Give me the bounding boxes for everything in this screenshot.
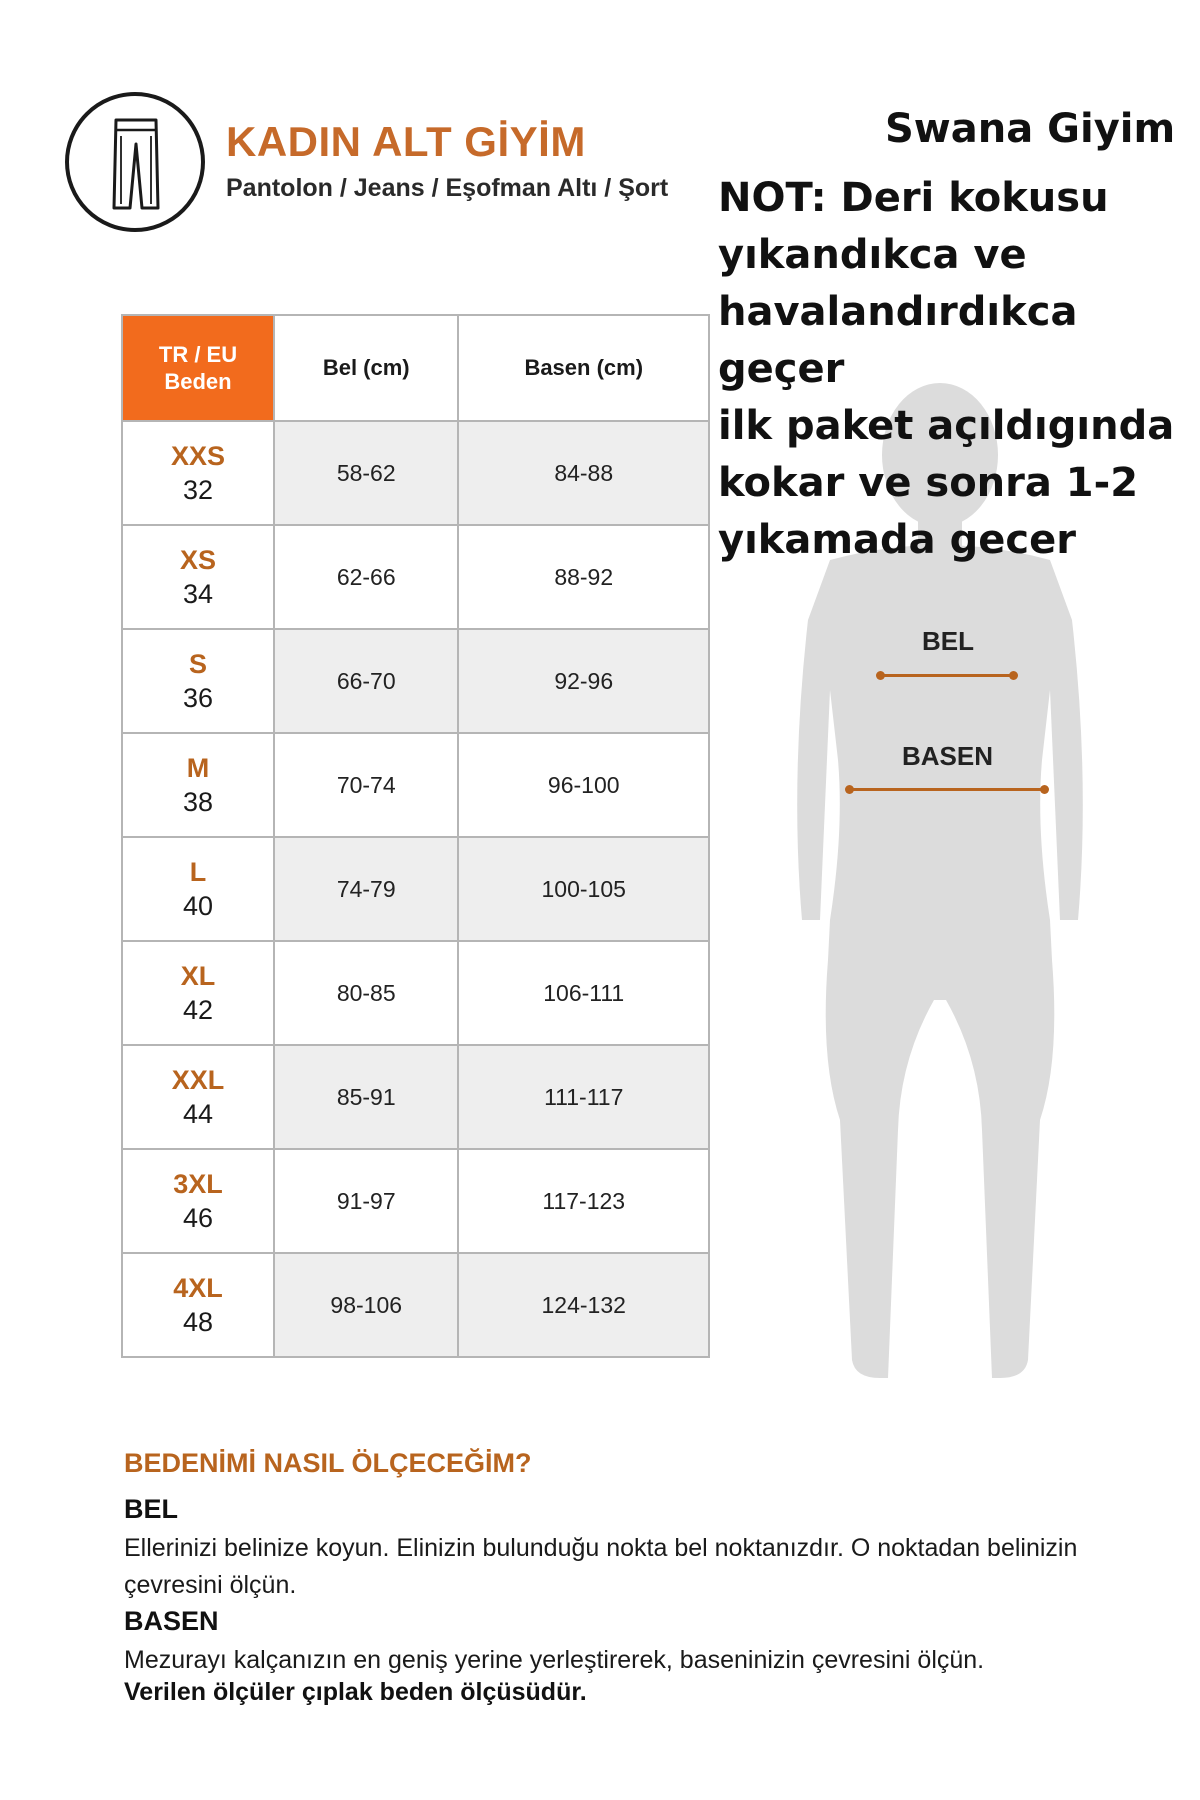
size-number: 46	[182, 1203, 214, 1233]
table-row	[122, 1045, 709, 1149]
size-chart-table	[121, 314, 710, 1358]
waist-cell: 80-85	[274, 941, 458, 1045]
size-number: 32	[182, 475, 214, 505]
table-row	[122, 733, 709, 837]
logo-badge	[65, 92, 205, 232]
size-letter: M	[186, 753, 210, 783]
waist-column-header: Bel (cm)	[274, 315, 458, 421]
table-row	[122, 1149, 709, 1253]
note-line: ilk paket açıldıgında	[718, 403, 1175, 449]
note-line: yıkandıkca ve	[718, 232, 1027, 278]
waist-measure-line	[880, 674, 1014, 677]
waist-cell: 62-66	[274, 525, 458, 629]
hip-cell: 124-132	[458, 1253, 709, 1357]
table-row	[122, 1253, 709, 1357]
size-number: 44	[182, 1099, 214, 1129]
size-cell	[122, 733, 274, 837]
size-letter: 3XL	[173, 1169, 223, 1199]
table-header-row	[122, 315, 709, 421]
waist-cell: 91-97	[274, 1149, 458, 1253]
waist-cell: 58-62	[274, 421, 458, 525]
hip-cell: 100-105	[458, 837, 709, 941]
size-cell	[122, 1045, 274, 1149]
measurement-disclaimer: Verilen ölçüler çıplak beden ölçüsüdür.	[124, 1678, 587, 1706]
hip-instructions: Mezurayı kalçanızın en geniş yerine yerleştirerek, baseninizin çevresini ölçün.	[124, 1646, 985, 1674]
size-letter: XS	[179, 545, 217, 575]
size-letter: XXL	[171, 1065, 225, 1095]
size-letter: XL	[180, 961, 216, 991]
hip-cell: 117-123	[458, 1149, 709, 1253]
odor-note	[718, 170, 1188, 569]
note-line: NOT: Deri kokusu	[718, 175, 1109, 221]
waist-cell: 74-79	[274, 837, 458, 941]
hip-cell: 88-92	[458, 525, 709, 629]
size-cell	[122, 629, 274, 733]
size-number: 40	[182, 891, 214, 921]
note-line: havalandırdıkca geçer	[718, 289, 1078, 392]
waist-instructions	[124, 1530, 1124, 1604]
table-row	[122, 837, 709, 941]
hip-cell: 106-111	[458, 941, 709, 1045]
table-row	[122, 525, 709, 629]
hip-measure-line	[849, 788, 1045, 791]
size-letter: S	[188, 649, 207, 679]
waist-section-heading: BEL	[124, 1494, 178, 1524]
size-column-header: TR / EU Beden	[122, 315, 274, 421]
page-title: KADIN ALT GİYİM	[226, 118, 586, 165]
hip-section-heading: BASEN	[124, 1606, 219, 1636]
hip-cell: 84-88	[458, 421, 709, 525]
size-cell	[122, 421, 274, 525]
howto-heading: BEDENİMİ NASIL ÖLÇECEĞİM?	[124, 1448, 532, 1478]
size-number: 34	[182, 579, 214, 609]
size-letter: XXS	[170, 441, 226, 471]
hip-cell: 111-117	[458, 1045, 709, 1149]
size-letter: 4XL	[173, 1273, 223, 1303]
waist-cell: 66-70	[274, 629, 458, 733]
note-line: kokar ve sonra 1-2	[718, 460, 1139, 506]
size-cell	[122, 941, 274, 1045]
hip-cell: 96-100	[458, 733, 709, 837]
size-cell	[122, 525, 274, 629]
waist-instructions-line: çevresini ölçün.	[124, 1571, 297, 1599]
table-row	[122, 629, 709, 733]
trousers-icon	[106, 116, 166, 212]
page-subtitle: Pantolon / Jeans / Eşofman Altı / Şort	[226, 174, 669, 202]
note-line: yıkamada gecer	[718, 517, 1076, 563]
hip-label: BASEN	[902, 741, 994, 771]
size-number: 38	[182, 787, 214, 817]
size-cell	[122, 1253, 274, 1357]
size-number: 42	[182, 995, 214, 1025]
size-number: 36	[182, 683, 214, 713]
waist-instructions-line: Ellerinizi belinize koyun. Elinizin bulunduğu nokta bel noktanızdır. O noktadan belinizin	[124, 1534, 1078, 1562]
hip-cell: 92-96	[458, 629, 709, 733]
table-row	[122, 941, 709, 1045]
waist-label: BEL	[922, 626, 974, 656]
size-letter: L	[189, 857, 207, 887]
size-number: 48	[182, 1307, 214, 1337]
brand-name: Swana Giyim	[885, 106, 1176, 152]
waist-cell: 98-106	[274, 1253, 458, 1357]
waist-cell: 70-74	[274, 733, 458, 837]
waist-cell: 85-91	[274, 1045, 458, 1149]
hip-column-header: Basen (cm)	[458, 315, 709, 421]
size-cell	[122, 837, 274, 941]
table-row	[122, 421, 709, 525]
size-cell	[122, 1149, 274, 1253]
